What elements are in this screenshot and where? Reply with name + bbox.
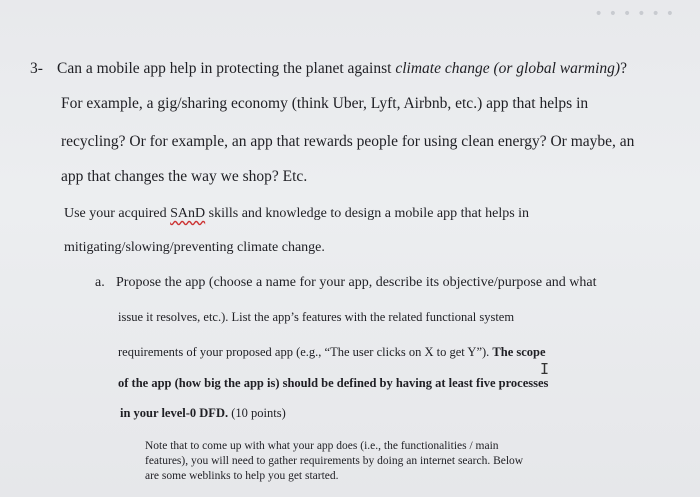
part-a-line-1: Propose the app (choose a name for your app, describe its objective/purpose and what bbox=[116, 275, 597, 290]
background-dots: •••••• bbox=[594, 6, 680, 22]
text-cursor-icon: I bbox=[540, 360, 550, 378]
note-line-2: features), you will need to gather requirements by doing an internet search. Below bbox=[145, 455, 524, 467]
question-line-6: mitigating/slowing/preventing climate change. bbox=[64, 240, 325, 255]
note-line-1: Note that to come up with what your app does (i.e., the functionalities / main bbox=[145, 440, 499, 452]
question-line-4: app that changes the way we shop? Etc. bbox=[61, 168, 308, 185]
part-a-line-5: in your level-0 DFD. (10 points) bbox=[120, 406, 286, 420]
question-line-1: Can a mobile app help in protecting the planet against climate change (or global warming)? bbox=[57, 60, 627, 77]
part-a-line-3: requirements of your proposed app (e.g., “The user clicks on X to get Y”). The scope bbox=[118, 345, 546, 359]
question-line-2: For example, a gig/sharing economy (think Uber, Lyft, Airbnb, etc.) app that helps in bbox=[61, 95, 589, 112]
part-a-line-4: of the app (how big the app is) should be defined by having at least five processes bbox=[118, 376, 549, 390]
question-number: 3- bbox=[30, 60, 43, 77]
part-a-label: a. bbox=[95, 275, 105, 290]
question-line-5: Use your acquired SAnD skills and knowledge to design a mobile app that helps in bbox=[64, 206, 530, 221]
part-a-line-2: issue it resolves, etc.). List the app’s features with the related functional system bbox=[118, 310, 515, 324]
sand-term: SAnD bbox=[170, 206, 206, 221]
question-line-3: recycling? Or for example, an app that rewards people for using clean energy? Or maybe, an bbox=[61, 133, 635, 150]
note-line-3: are some weblinks to help you get started. bbox=[145, 470, 339, 482]
